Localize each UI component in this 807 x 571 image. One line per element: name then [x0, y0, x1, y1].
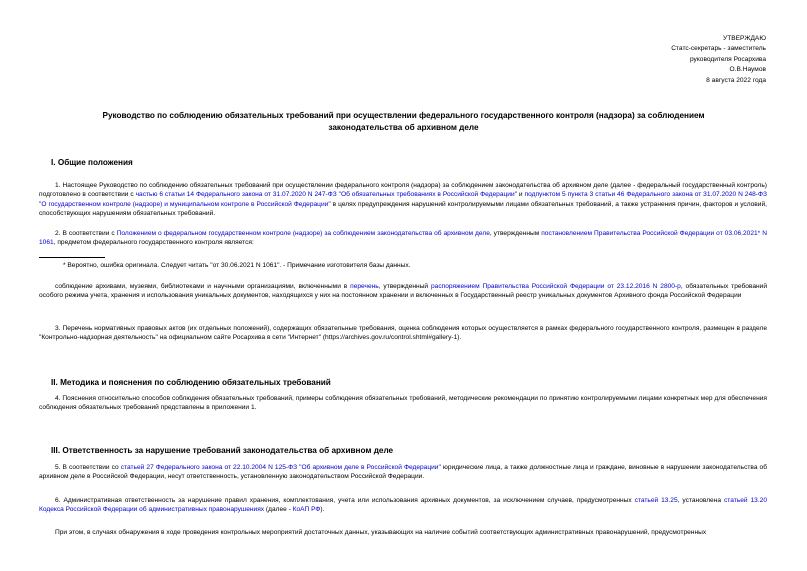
paragraph-text: соблюдение архивами, музеями, библиотеками и научными организациями, включенными в: [55, 283, 351, 290]
approval-line: 8 августа 2022 года: [706, 76, 766, 84]
paragraph-text: в целях предупреждения нарушений контролируемыми лицами обязательных требований, а также устранения причин, факторов и условий, способствующих нарушениям обязательных требований.: [39, 200, 767, 218]
footnote: * Вероятно, ошибка оригинала. Следует читать "от 30.06.2021 N 1061". - Примечание изготовителя базы данных.: [63, 262, 411, 269]
paragraph-text: ).: [320, 506, 325, 514]
paragraph-text: , установлена: [677, 497, 724, 504]
law-link[interactable]: частью 6 статьи 14 Федерального закона от 31.07.2020 N 247-ФЗ "Об обязательных требованиях в Российской Федерации": [135, 191, 517, 199]
regulation-link[interactable]: Положением о федеральном государственном контроле (надзоре) за соблюдением законодательства об архивном деле: [116, 230, 490, 237]
section-heading-general: I. Общие положения: [51, 158, 133, 167]
resolution-link[interactable]: постановлением Правительства Российской Федерации от 03.06.2021* N 1061: [39, 230, 767, 247]
paragraph-text: , предметом федерального государственного контроля является:: [53, 239, 254, 247]
paragraph-text: 1. Настоящее Руководство по соблюдению обязательных требований при осуществлении федерального контроля (надзора) за соблюдением законодательства об архивном деле (далее - федеральный государственный контроль) подготовлено в соответствии с: [39, 182, 767, 199]
paragraph-3: [39, 282, 767, 301]
section-heading-methodology: II. Методика и пояснения по соблюдению обязательных требований: [51, 378, 331, 387]
paragraph-text: , обязательных требований особого режима учета, хранения и использования уникальных документов, находящихся у них на постоянном хранении и включенных в Государственный реестр уникальных документов Архивного фонда Российской Федерации: [39, 283, 768, 300]
paragraph-text: 5. В соответствии со: [55, 464, 121, 471]
paragraph-8: При этом, в случаях обнаружения в ходе проведения контрольных мероприятий достаточных данных, указывающих на наличие событий соответствующих административных правонарушений, предусмотренных: [55, 529, 707, 536]
approval-line: Статс-секретарь - заместитель: [671, 45, 766, 53]
paragraph-1: [39, 181, 767, 218]
paragraph-2: [39, 229, 767, 248]
paragraph-text: , утвержденный: [378, 283, 431, 290]
approval-block: [671, 34, 766, 86]
paragraph-6: [39, 463, 767, 482]
paragraph-text: 6. Административная ответственность за нарушение правил хранения, комплектования, учета или использования архивных документов, за исключением случаев, предусмотренных: [55, 497, 635, 504]
order-link[interactable]: распоряжением Правительства Российской Федерации от 23.12.2016 N 2800-р: [431, 283, 681, 290]
paragraph-7: [39, 496, 767, 515]
paragraph-text: юридические лица, а также должностные лица и граждане, виновные в нарушении законодательства об архивном деле в Российской Федерации, несут ответственность, установленную законодательством Российской Федерации.: [39, 464, 767, 481]
article-link[interactable]: статьей 13.25: [634, 497, 678, 504]
approval-line: УТВЕРЖДАЮ: [723, 35, 766, 42]
code-abbrev-link[interactable]: КоАП РФ: [292, 506, 321, 514]
section-heading-liability: III. Ответственность за нарушение требований законодательства об архивном деле: [51, 446, 394, 455]
paragraph-4: 3. Перечень нормативных правовых актов (их отдельных положений), содержащих обязательные требования, оценка соблюдения которых осуществляется в рамках федерального государственного контроля, размещен в разделе "Контрольно-надзорная деятельность" на официальном сайте Росархива в сети "Интернет" (https://archives.gov.ru/control.shtml#gallery-1).: [39, 325, 767, 342]
law-link[interactable]: подпунктом 5 пункта 3 статьи 46 Федерального закона от 31.07.2020 N 248-ФЗ "О государственном контроле (надзоре) и муниципальном контроле в Российской Федерации": [39, 191, 767, 208]
document-title: Руководство по соблюдению обязательных требований при осуществлении федерального государственного контроля (надзора) за соблюдением законодательства об архивном деле: [102, 111, 705, 132]
law-link[interactable]: статьей 27 Федерального закона от 22.10.2004 N 125-ФЗ "Об архивном деле в Российской Федерации": [120, 464, 441, 471]
code-link[interactable]: статьей 13.20 Кодекса Российской Федерации об административных правонарушениях: [39, 497, 767, 514]
footnote-divider: [39, 257, 105, 258]
paragraph-text: 2. В соответствии с: [55, 230, 117, 237]
paragraph-text: , утвержденным: [489, 230, 542, 237]
paragraph-text: и: [517, 191, 525, 199]
paragraph-text: (далее -: [264, 506, 293, 514]
approval-line: руководителя Росархива: [689, 55, 766, 63]
paragraph-5: 4. Пояснения относительно способов соблюдения обязательных требований, примеры соблюдения обязательных требований, методические рекомендации по принятию контролируемыми лицами конкретных мер для обеспечения соблюдения обязательных требований представлены в приложении 1.: [39, 395, 767, 412]
list-link[interactable]: перечень: [350, 283, 379, 290]
approval-line: О.В.Наумов: [729, 66, 766, 74]
